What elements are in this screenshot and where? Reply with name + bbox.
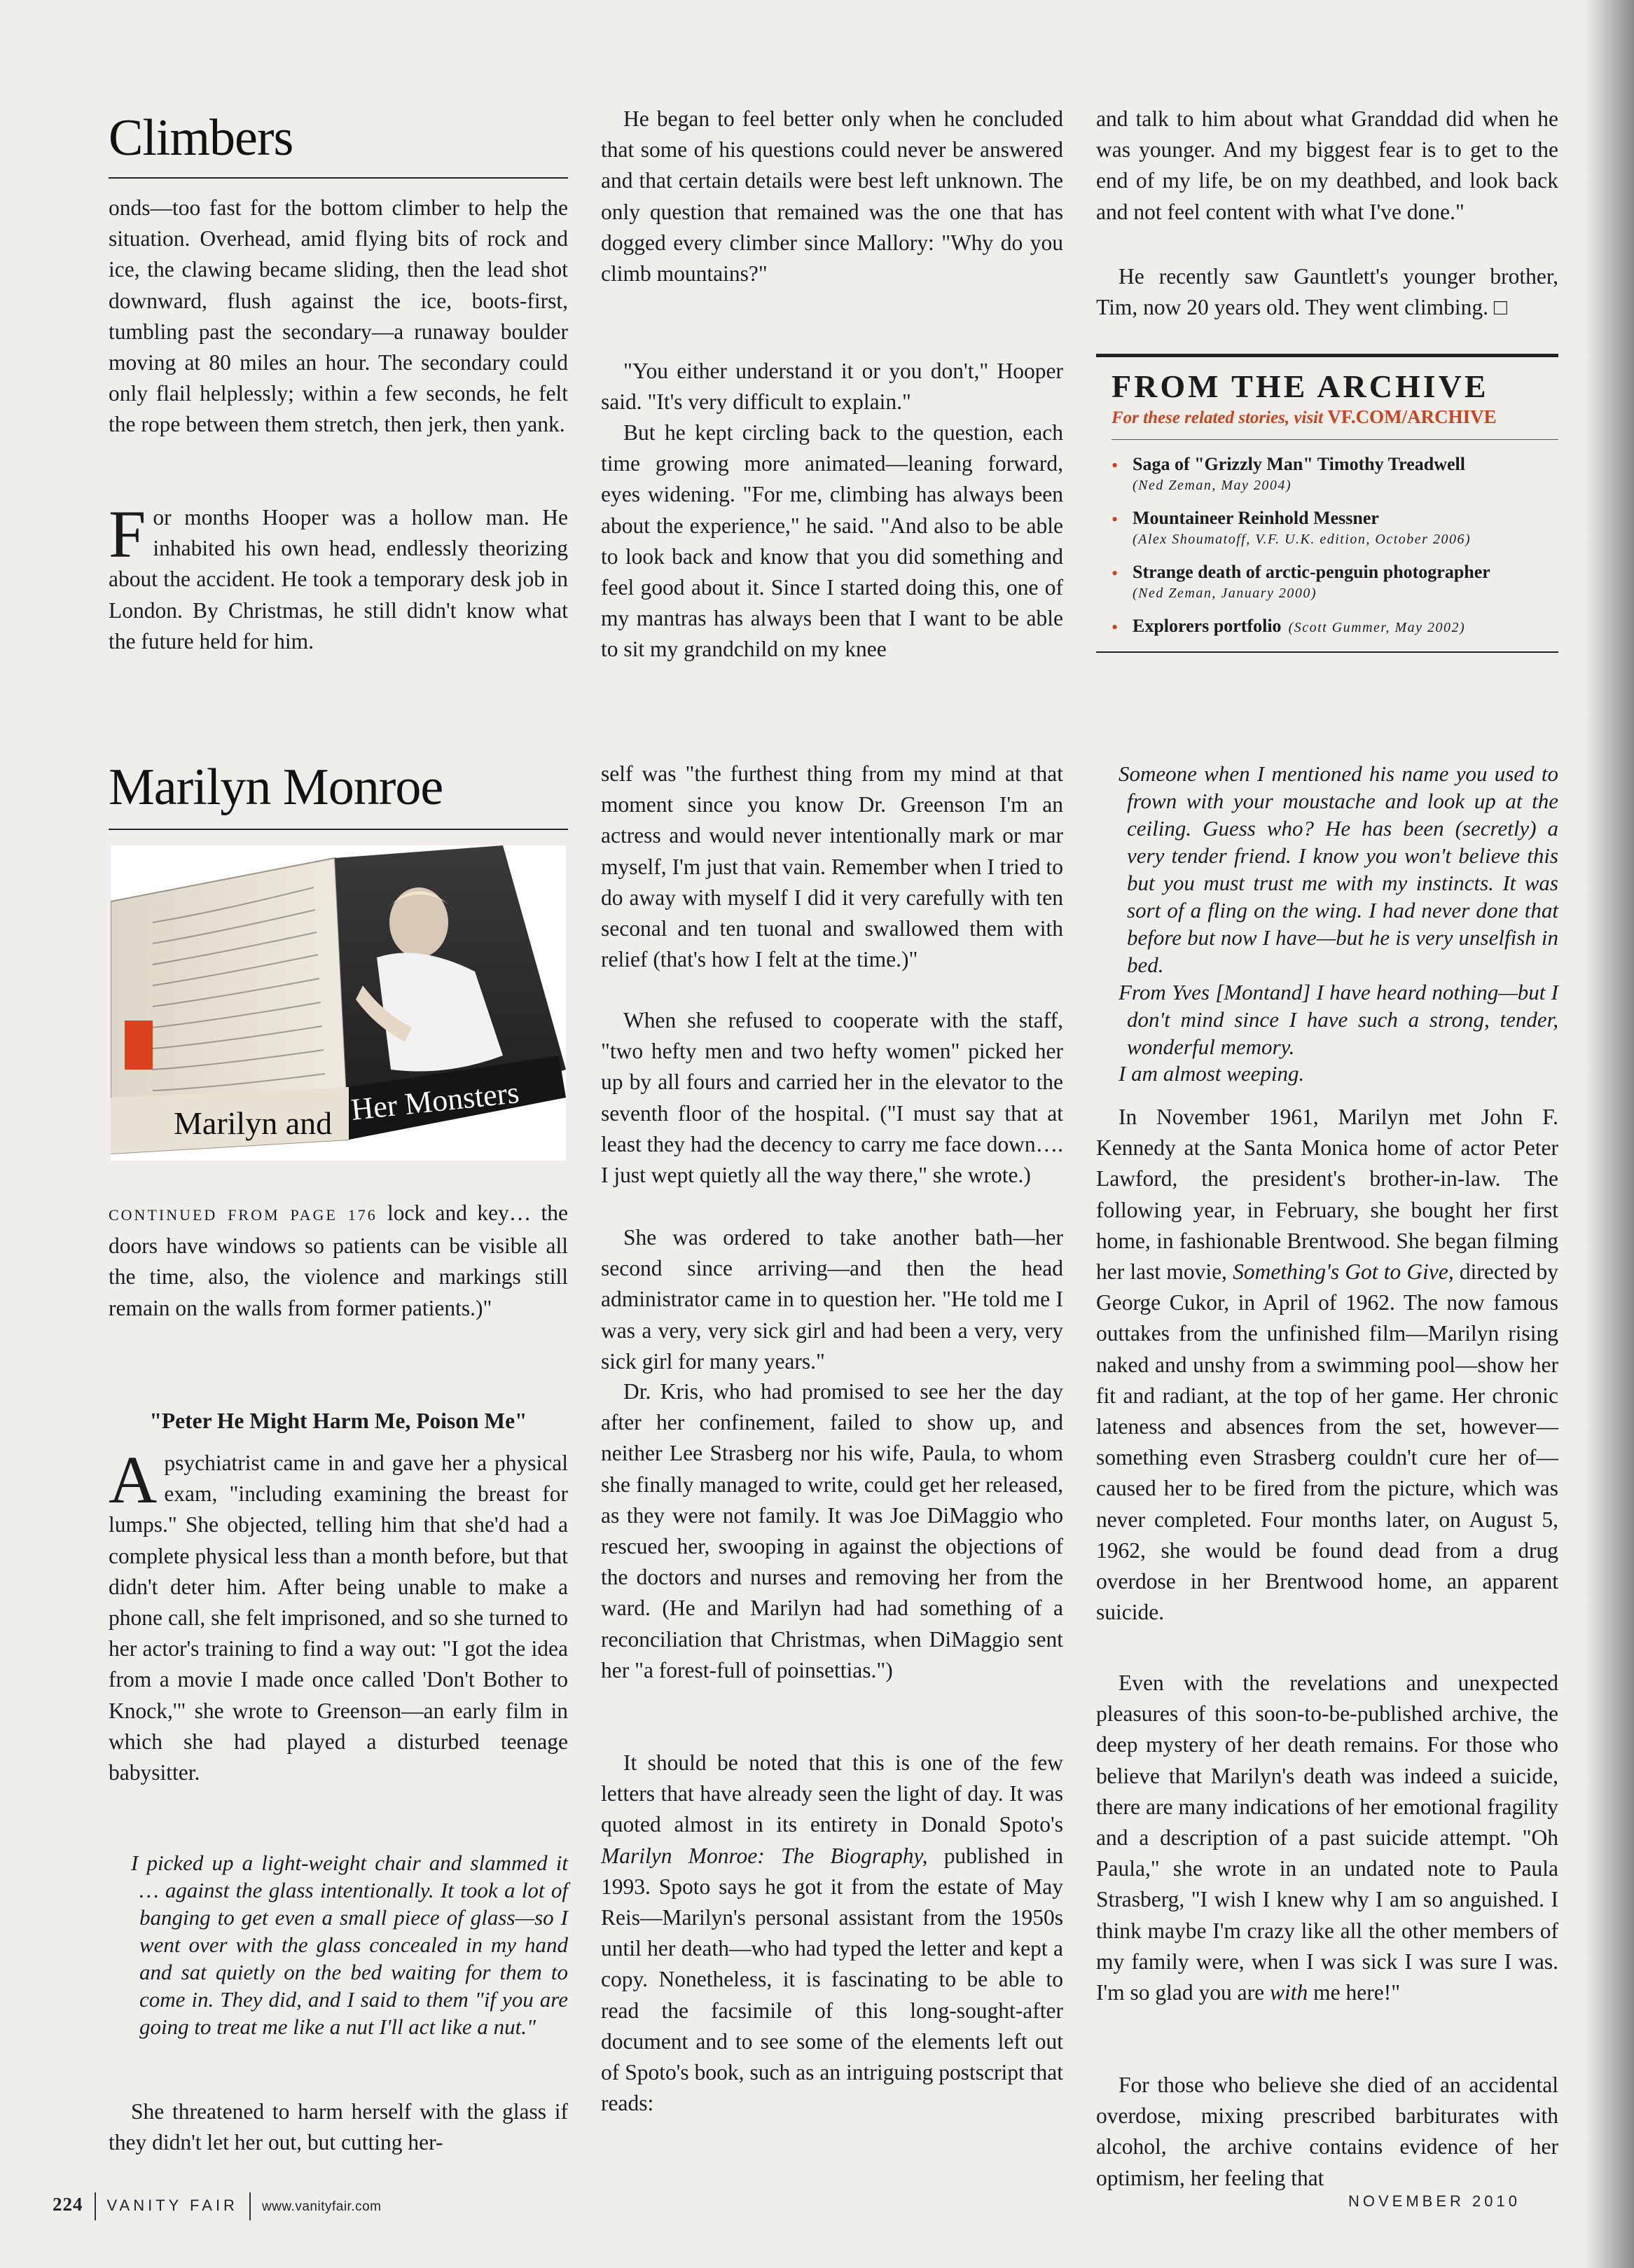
climbers-heading: Climbers bbox=[109, 109, 293, 167]
spoto-text-a: It should be noted that this is one of the few letters that have already seen the light of day. It was quoted almost in its entirety in Donald Spoto's bbox=[601, 1750, 1063, 1837]
yves-quote-3: I am almost weeping. bbox=[1119, 1061, 1305, 1086]
letter-paragraph-1: self was "the furthest thing from my mind at that moment since you know Dr. Greenson I'm an actress and would never intentionally mark or mar myself, I'm just that vain. Remember when I tried to do away with myself I did it very carefully with ten seconal and ten tuonal and swallowed them with relief (that's how I felt at the time.)" bbox=[601, 761, 1063, 972]
yves-quote: Someone when I mentioned his name you used to frown with your moustache and look up at the ceiling. Guess who? He has been (secretly) a very tender friend. I know you won't believe this but you must trust me with my instincts. It was sort of a fling on the wing. I had never done that before but now I have—but he is very unselfish in bed. bbox=[1119, 761, 1558, 977]
footer-left bbox=[53, 2192, 382, 2220]
yves-quote-2: From Yves [Montand] I have heard nothing—but I don't mind since I have such a strong, tender, wonderful memory. bbox=[1119, 980, 1558, 1059]
hooper-closing-1: and talk to him about what Granddad did when he was younger. And my biggest fear is to get to the end of my life, be on my deathbed, and look back and not feel content with what I've done." bbox=[1096, 106, 1558, 224]
archive-item-title: Strange death of arctic-penguin photographer bbox=[1133, 562, 1490, 582]
monroe-rule bbox=[109, 829, 568, 830]
page-edge-shadow bbox=[1585, 0, 1634, 2268]
kennedy-paragraph bbox=[1096, 1102, 1558, 1628]
footer-url[interactable]: www.vanityfair.com bbox=[261, 2199, 382, 2214]
hooper-paragraph-1: He began to feel better only when he concluded that some of his questions could never be answered and that certain details were best left unknown. The only question that remained was the one that has dogged every climber since Mallory: "Why do you climb mountains?" bbox=[601, 106, 1063, 286]
archive-link[interactable]: VF.COM/ARCHIVE bbox=[1327, 406, 1497, 427]
dropcap-f: F bbox=[109, 497, 146, 572]
continued-label: CONTINUED FROM PAGE 176 bbox=[109, 1206, 378, 1224]
mystery-paragraph bbox=[1096, 1668, 1558, 2008]
photo-caption-left: Marilyn and bbox=[174, 1105, 333, 1141]
psychiatrist-paragraph bbox=[109, 1442, 568, 1788]
hooper-paragraph-3: But he kept circling back to the question, each time growing more animated—leaning forward, eyes widening. "For me, climbing has always been about the experience," he said. "And also to be able to look back and know that you did something and feel good about it. Since I started doing this, one of my mantras has always been that I want to be able to sit my grandchild on my knee bbox=[601, 420, 1063, 662]
archive-item-title: Mountaineer Reinhold Messner bbox=[1133, 508, 1379, 528]
hooper-closing-2 bbox=[1096, 261, 1558, 323]
archive-subtitle bbox=[1096, 406, 1558, 428]
column-3 bbox=[1096, 0, 1558, 2268]
archive-item[interactable] bbox=[1112, 506, 1558, 549]
letter-paragraph-4: Dr. Kris, who had promised to see her the day after her confinement, failed to show up, and neither Lee Strasberg nor his wife, Paula, to whom she finally managed to write, could get her released, as they were not family. It was Joe DiMaggio who rescued her, swooping in against the objections of the doctors and nurses and removing her from the ward. (He and Marilyn had had something of a reconciliation that Christmas, when DiMaggio sent her "a forest-full of poinsettias.") bbox=[601, 1379, 1063, 1682]
archive-item[interactable] bbox=[1112, 614, 1558, 637]
bullet-icon: • bbox=[1112, 617, 1119, 637]
threatened-paragraph: She threatened to harm herself with the glass if they didn't let her out, but cutting her- bbox=[109, 2099, 568, 2155]
climbers-paragraph: onds—too fast for the bottom climber to help the situation. Overhead, amid flying bits of rock and ice, the clawing became sliding, then the lead shot downward, flush against the ice, boots-first, tumbling past the secondary—a runaway boulder moving at 80 miles an hour. The secondary could only flail helplessly; within a few seconds, he felt the rope between them stretch, then jerk, then yank. bbox=[109, 195, 568, 437]
hooper-closing-text: He recently saw Gauntlett's younger brother, Tim, now 20 years old. They went climbing. bbox=[1096, 264, 1558, 320]
archive-subtitle-text: For these related stories, visit bbox=[1112, 408, 1328, 427]
end-mark-icon: □ bbox=[1493, 295, 1507, 320]
archive-bottom-rule bbox=[1096, 651, 1558, 653]
archive-item-title: Saga of "Grizzly Man" Timothy Treadwell bbox=[1133, 454, 1465, 474]
movie-title: Something's Got to Give, bbox=[1233, 1259, 1454, 1285]
archive-item-title: Explorers portfolio bbox=[1133, 616, 1282, 636]
letter-quote: I picked up a light-weight chair and slammed it … against the glass intentionally. It took a lot of banging to get even a small piece of glass—so I went over with the glass concealed in my hand and sat quietly on the bed waiting for them to come in. They did, and I said to them "if you are going to treat me like a nut I'll act like a nut." bbox=[131, 1851, 568, 2039]
continued-paragraph bbox=[109, 1198, 568, 1324]
archive-item-credit: (Ned Zeman, May 2004) bbox=[1133, 478, 1292, 493]
archive-item-credit: (Ned Zeman, January 2000) bbox=[1133, 586, 1317, 601]
bullet-icon: • bbox=[1112, 563, 1119, 583]
from-the-archive-box bbox=[1096, 354, 1558, 653]
section-subhead: "Peter He Might Harm Me, Poison Me" bbox=[149, 1409, 527, 1433]
kennedy-text-a: In November 1961, Marilyn met John F. Kennedy at the Santa Monica home of actor Peter Lawford, the president's brother-in-law. The following year, in February, she bought her first home, in fashionable Brentwood. She began filming her last movie, bbox=[1096, 1105, 1558, 1285]
photo-caption-right: Her Monsters bbox=[349, 1075, 521, 1127]
letter-paragraph-3: She was ordered to take another bath—her second since arriving—and then the head administrator came in to question her. "He told me I was a very, very sick girl and had been a very, very sick girl for many years." bbox=[601, 1225, 1063, 1374]
spoto-text-b: published in 1993. Spoto says he got it from the estate of May Reis—Marilyn's personal assistant from the 1950s until her death—who had typed the letter and kept a copy. Nonetheless, it is fascinating to be able to read the facsimile of this long-sought-after document and to see some of the elements left out of Spoto's book, such as an intriguing postscript that reads: bbox=[601, 1843, 1063, 2116]
continued-text: lock and key… the doors have windows so patients can be visible all the time, also, the violence and markings still remain on the walls from former patients.)" bbox=[109, 1201, 568, 1320]
climbers-rule bbox=[109, 177, 568, 179]
footer-divider bbox=[249, 2192, 251, 2220]
bullet-icon: • bbox=[1112, 509, 1119, 530]
archive-title: FROM THE ARCHIVE bbox=[1112, 368, 1489, 404]
letter-paragraph-5 bbox=[601, 1748, 1063, 2119]
hooper-paragraph-2: "You either understand it or you don't," Hooper said. "It's very difficult to explain." bbox=[601, 359, 1063, 415]
with-emphasis: with bbox=[1270, 1980, 1308, 2005]
archive-list bbox=[1096, 452, 1558, 637]
climbers-text-2: or months Hooper was a hollow man. He inhabited his own head, endlessly theorizing about the accident. He took a temporary desk job in London. By Christmas, he still didn't know what the future held for him. bbox=[109, 505, 568, 654]
archive-item[interactable] bbox=[1112, 560, 1558, 603]
letter-paragraph-2: When she refused to cooperate with the staff, "two hefty men and two hefty women" picked her up by all fours and carried her in the elevator to the seventh floor of the hospital. ("I must say that at least they had the decency to carry me face down…. I just wept quietly all the way there," she wrote.) bbox=[601, 1008, 1063, 1188]
column-2 bbox=[601, 0, 1063, 2268]
footer-divider bbox=[95, 2192, 96, 2220]
bullet-icon: • bbox=[1112, 455, 1119, 476]
magazine-spread-photo bbox=[111, 845, 566, 1161]
psychiatrist-text: psychiatrist came in and gave her a physical exam, "including examining the breast for lumps." She objected, telling him that she'd had a complete physical less than a month before, but that didn't deter him. After being unable to make a phone call, she felt imprisoned, and so she turned to her actor's training to find a way out: "I got the idea from a movie I made once called 'Don't Bother to Knock,'" she wrote to Greenson—an early film in which she had played a disturbed teenage babysitter. bbox=[109, 1451, 568, 1785]
archive-item-credit: (Alex Shoumatoff, V.F. U.K. edition, October 2006) bbox=[1133, 532, 1472, 547]
magazine-name: VANITY FAIR bbox=[106, 2196, 238, 2214]
mystery-text-end: me here!" bbox=[1308, 1980, 1401, 2005]
monroe-heading: Marilyn Monroe bbox=[109, 759, 443, 816]
kennedy-text-b: directed by George Cukor, in April of 1962. The now famous outtakes from the unfinished film—Marilyn rising naked and unshy from a swimming pool—show her fit and radiant, at the top of her game. Her chronic lateness and absences from the set, however—something even Strasberg couldn't cure her of—caused her to be fired from the picture, which was never completed. Four months later, on August 5, 1962, she would be found dead from a drug overdose in her Brentwood home, an apparent suicide. bbox=[1096, 1259, 1559, 1625]
climbers-paragraph-2 bbox=[109, 497, 568, 657]
dropcap-a: A bbox=[109, 1442, 158, 1517]
page-number: 224 bbox=[53, 2193, 83, 2215]
archive-item[interactable] bbox=[1112, 452, 1558, 495]
spoto-book-title: Marilyn Monroe: The Biography, bbox=[601, 1843, 928, 1868]
footer-date: NOVEMBER 2010 bbox=[1348, 2192, 1521, 2210]
mystery-text: Even with the revelations and unexpected pleasures of this soon-to-be-published archive, the deep mystery of her death remains. For those who believe that Marilyn's death was indeed a suicide, there are many indications of her emotional fragility and a description of a past suicide attempt. "Oh Paula," she wrote in an undated note to Paula Strasberg, "I wish I knew why I am so anguished. I think maybe I'm crazy like all the other members of my family were, when I was sick I was sure I was. I'm so glad you are bbox=[1096, 1671, 1558, 2005]
overdose-paragraph: For those who believe she died of an accidental overdose, mixing prescribed barbiturates with alcohol, the archive contains evidence of her optimism, her feeling that bbox=[1096, 2073, 1558, 2190]
archive-inner-rule bbox=[1112, 439, 1558, 440]
archive-item-credit: (Scott Gummer, May 2002) bbox=[1288, 620, 1466, 635]
